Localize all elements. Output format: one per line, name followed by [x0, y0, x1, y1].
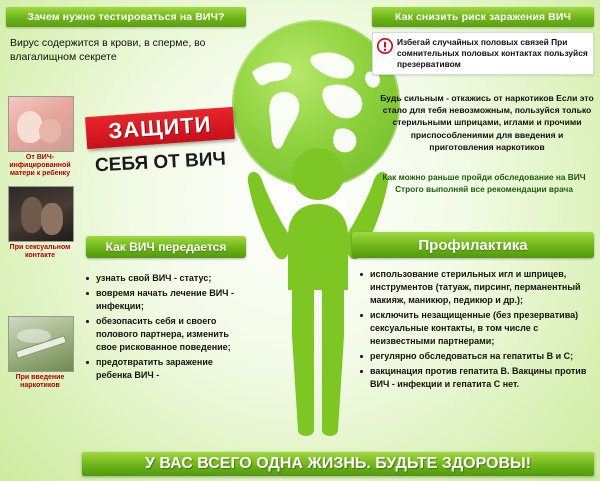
photo-mother-child	[8, 96, 72, 178]
photo-caption: От ВИЧ-инфицированной матери к ребенку	[9, 154, 71, 178]
mother-child-photo	[8, 96, 74, 152]
checkup-advice-text: Как можно раньше пройди обследование на ВИЧ Строго выполняй все рекомендации врача	[382, 172, 586, 194]
list-item: вовремя начать лечение ВИЧ - инфекции;	[86, 287, 248, 313]
title-subtext: СЕБЯ ОТ ВИЧ	[94, 148, 227, 177]
photo-caption: При введение наркотиков	[15, 374, 65, 390]
list-item: использование стерильных игл и шприцев, инструментов (татуаж, пирсинг, перманентный макияж, маникюр, педикюр и др.);	[360, 268, 594, 307]
banner-reduce-risk: Как снизить риск заражения ВИЧ	[372, 7, 594, 27]
list-item: обезопасить себя и своего полового партнера, изменить свое рискованное поведение;	[86, 315, 248, 354]
prevention-list	[360, 268, 594, 393]
section-header-transmission: Как ВИЧ передается	[86, 236, 246, 258]
title-main-text: ЗАЩИТИ	[107, 111, 213, 144]
syringe-photo	[8, 316, 74, 372]
section-header-prevention: Профилактика	[352, 232, 594, 258]
list-item: регулярно обследоваться на гепатиты В и С;	[360, 350, 594, 363]
photo-syringe	[8, 316, 72, 390]
warning-box	[372, 32, 594, 75]
drugs-advice-text: Будь сильным - откажись от наркотиков Если это стало для тебя невозможным, пользуйся только стерильными шприцами, иглами и прочими приспособлениями для введения и приготовления наркотиков	[380, 93, 594, 152]
photo-caption: При сексуальном контакте	[9, 244, 71, 260]
photo-couple	[8, 186, 72, 260]
warning-text: Избегай случайных половых связей При сомнительных половых контактах пользуйся презервативом	[397, 37, 588, 69]
title-red-banner	[85, 107, 235, 149]
list-item: исключить незащищенные (без презерватива) сексуальные контакты, в том числе с неизвестными партнерами;	[360, 309, 594, 348]
couple-photo	[8, 186, 74, 242]
transmission-list	[86, 272, 248, 384]
list-item: вакцинация против гепатита В. Вакцины против ВИЧ - инфекции и гепатита С нет.	[360, 365, 594, 391]
banner-why-test: Зачем нужно тестироваться на ВИЧ?	[6, 7, 246, 27]
warning-icon	[377, 38, 393, 54]
main-title	[86, 112, 236, 154]
banner-bottom-slogan: У ВАС ВСЕГО ОДНА ЖИЗНЬ. БУДЬТЕ ЗДОРОВЫ!	[82, 452, 594, 476]
intro-text: Вирус содержится в крови, в сперме, во влагалищном секрете	[10, 37, 206, 64]
list-item: предотвратить заражение ребенка ВИЧ -	[86, 356, 248, 382]
list-item: узнать свой ВИЧ - статус;	[86, 272, 248, 285]
